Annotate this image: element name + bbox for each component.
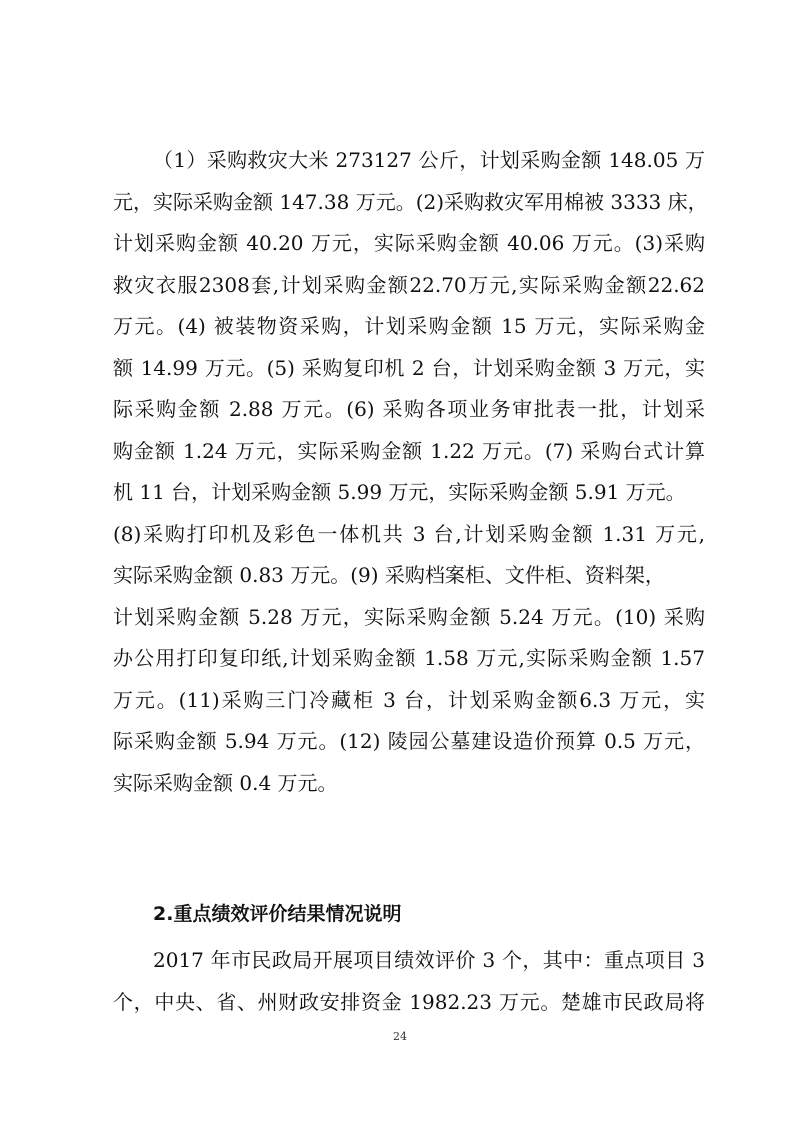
- paragraph-line: 际采购金额 2.88 万元。(6) 采购各项业务审批表一批，计划采: [113, 397, 705, 421]
- paragraph-line: 元，实际采购金额 147.38 万元。(2)采购救灾军用棉被 3333 床，: [113, 189, 708, 214]
- paragraph-line: 计划采购金额 40.20 万元，实际采购金额 40.06 万元。(3)采购: [113, 231, 705, 255]
- paragraph-line: 计划采购金额 5.28 万元，实际采购金额 5.24 万元。(10) 采购: [113, 604, 705, 629]
- paragraph-line: 2017 年市民政局开展项目绩效评价 3 个，其中：重点项目 3: [153, 948, 705, 972]
- paragraph-line: 办公用打印复印纸,计划采购金额 1.58 万元,实际采购金额 1.57: [113, 646, 705, 670]
- paragraph-line: 机 11 台，计划采购金额 5.99 万元，实际采购金额 5.91 万元。: [113, 480, 686, 504]
- paragraph-line: 实际采购金额 0.83 万元。(9) 采购档案柜、文件柜、资料架，: [113, 563, 665, 587]
- procurement-paragraph: [113, 140, 708, 804]
- paragraph-line: (8)采购打印机及彩色一体机共 3 台,计划采购金额 1.31 万元,: [113, 521, 705, 546]
- paragraph-line: 万元。(4) 被装物资采购，计划采购金额 15 万元，实际采购金: [113, 314, 705, 338]
- paragraph-line: 救灾衣服2308套,计划采购金额22.70万元,实际采购金额22.62: [113, 272, 705, 297]
- paragraph-line: 购金额 1.24 万元，实际采购金额 1.22 万元。(7) 采购台式计算: [113, 438, 705, 463]
- section-heading: 2.重点绩效评价结果情况说明: [153, 903, 402, 925]
- paragraph-line: 实际采购金额 0.4 万元。: [113, 770, 338, 795]
- paragraph-line: 万元。(11)采购三门冷藏柜 3 台，计划采购金额6.3 万元，实: [113, 687, 705, 712]
- paragraph-line: 个，中央、省、州财政安排资金 1982.23 万元。楚雄市民政局将: [113, 989, 705, 1014]
- page-number: 24: [393, 1030, 407, 1043]
- paragraph-line: 际采购金额 5.94 万元。(12) 陵园公墓建设造价预算 0.5 万元，: [113, 729, 705, 753]
- paragraph-line: （1）采购救灾大米 273127 公斤，计划采购金额 148.05 万: [153, 148, 705, 172]
- paragraph-line: 额 14.99 万元。(5) 采购复印机 2 台，计划采购金额 3 万元，实: [113, 355, 705, 380]
- evaluation-paragraph: [113, 940, 705, 1023]
